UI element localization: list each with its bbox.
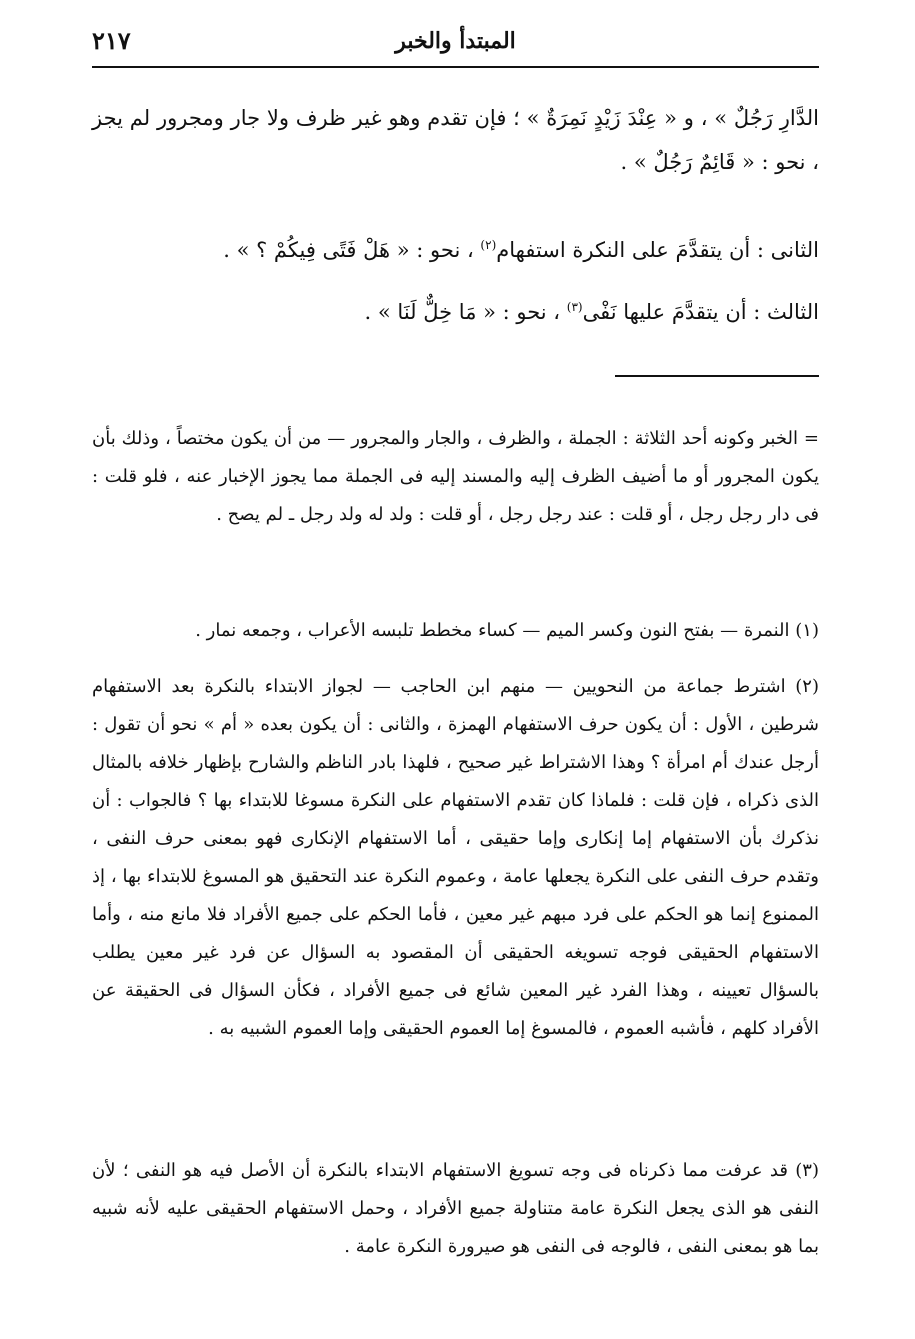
page-header [92,22,819,68]
main-paragraph-1 [92,96,819,184]
footnote-marker-3: (٣) [566,300,583,314]
main-paragraph-2-text-a: الثانى : أن يتقدَّمَ على النكرة استفهام [496,238,819,262]
main-paragraph-3-text-b: ، نحو : « مَا خِلٌّ لَنَا » . [364,300,567,324]
footnote-2-text: (٢) اشترط جماعة من النحويين — منهم ابن الحاجب — لجواز الابتداء بالنكرة بعد الاستفهام شرطين ، الأول : أن يكون حرف الاستفهام الهمزة ، والثانى : أن يكون بعده « أم » نحو أن تقول : أرجل عندك أم امرأة ؟ وهذا الاشتراط غير صحيح ، فلهذا بادر الناظم والشارح بإظهار خلافه بالمثال الذى ذكراه ، فإن قلت : فلماذا كان تقدم الاستفهام على النكرة مسوغا للابتداء بها ؟ فالجواب : أن نذكرك بأن الاستفهام إما إنكارى وإما حقيقى ، أما الاستفهام الإنكارى فهو بمعنى حرف النفى ، وتقدم حرف النفى على النكرة يجعلها عامة ، وعموم النكرة عند التحقيق هو المسوغ للابتداء بها ، إذ الممنوع إنما هو الحكم على فرد مبهم غير معين ، فأما الحكم على جميع الأفراد فلا مانع منه ، وأما الاستفهام الحقيقى فوجه تسويغه الحقيقى أن المقصود به السؤال عن فرد غير معين يطلب بالسؤال تعيينه ، وهذا الفرد غير المعين شائع فى جميع الأفراد ، فكأن السؤال فى الحقيقة عن الأفراد كلهم ، فأشبه العموم ، فالمسوغ إما العموم الحقيقى وإما العموم الشبيه به . [92,676,819,1039]
footnote-continuation [92,420,819,534]
footnote-marker-2: (٢) [480,238,497,252]
footnote-1 [92,612,819,650]
main-paragraph-2-text-b: ، نحو : « هَلْ فَتًى فِيكُمْ ؟ » . [223,238,481,262]
footnote-3-text: (٣) قد عرفت مما ذكرناه فى وجه تسويغ الاستفهام الابتداء بالنكرة أن الأصل فيه هو النفى ؛ لأن النفى هو الذى يجعل النكرة عامة متناولة جميع الأفراد ، وحمل الاستفهام الحقيقى عليه لأنه شبيه بما هو بمعنى النفى ، فالوجه فى النفى هو صيرورة النكرة عامة . [92,1160,819,1257]
footnote-divider [615,375,819,377]
main-paragraph-3 [92,290,819,334]
main-paragraph-3-text-a: الثالث : أن يتقدَّمَ عليها نَفْى [582,300,819,324]
footnote-3 [92,1152,819,1266]
running-title: المبتدأ والخبر [395,28,516,54]
main-paragraph-1-text: الدَّارِ رَجُلٌ » ، و « عِنْدَ زَيْدٍ نَمِرَةٌ » ؛ فإن تقدم وهو غير ظرف ولا جار ومجرور لم يجز ، نحو : « قَائِمٌ رَجُلٌ » . [92,106,819,174]
footnote-2 [92,668,819,1048]
page-number: ٢١٧ [92,26,131,55]
main-paragraph-2 [92,228,819,272]
footnote-1-text: (١) النمرة — بفتح النون وكسر الميم — كساء مخطط تلبسه الأعراب ، وجمعه نمار . [195,620,819,641]
footnote-continuation-text: = الخبر وكونه أحد الثلاثة : الجملة ، والظرف ، والجار والمجرور — من أن يكون مختصاً ، وذلك بأن يكون المجرور أو ما أضيف الظرف إليه والمسند إليه فى الجملة مما يجوز الإخبار عنه ، فلو قلت : فى دار رجل رجل ، أو قلت : عند رجل رجل ، أو قلت : ولد له ولد رجل ـ لم يصح . [92,428,819,525]
